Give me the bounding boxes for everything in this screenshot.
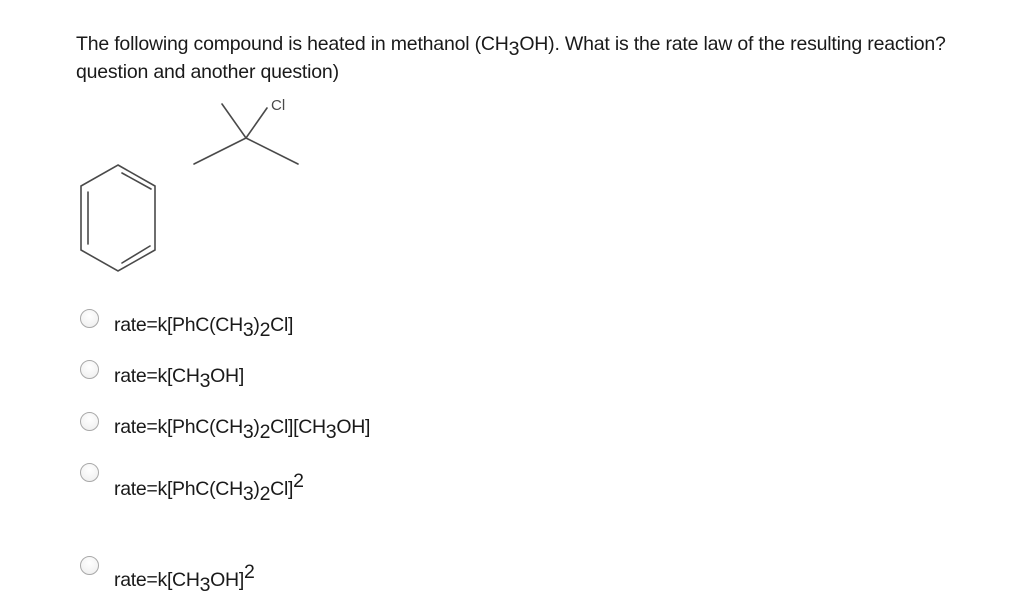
- compound-structure: [76, 88, 316, 288]
- subscript: 3: [508, 38, 520, 60]
- option-label-4: rate=k[PhC(CH3)2Cl]2: [114, 470, 304, 505]
- radio-button-1[interactable]: [80, 309, 99, 328]
- question-line-2: question and another question): [76, 61, 339, 83]
- option-label-1: rate=k[PhC(CH3)2Cl]: [114, 314, 294, 341]
- question-text: [76, 30, 1021, 86]
- bond-methyl-right: [246, 138, 298, 164]
- option-label-5: rate=k[CH3OH]2: [114, 561, 255, 596]
- bond-to-chlorine: [246, 108, 267, 138]
- question-line-1: [76, 30, 1021, 58]
- option-label-3: rate=k[PhC(CH3)2Cl][CH3OH]: [114, 416, 371, 443]
- radio-button-4[interactable]: [80, 463, 99, 482]
- question-line-1-text: The following compound is heated in methanol (CH: [76, 33, 509, 55]
- radio-button-3[interactable]: [80, 412, 99, 431]
- bond-methyl-up: [222, 104, 246, 138]
- bond-ring-to-quaternary: [194, 138, 246, 164]
- question-line-1-text-end: OH). What is the rate law of the resulting reaction?: [519, 33, 946, 55]
- benzene-ring: [81, 165, 155, 271]
- chlorine-label: Cl: [271, 97, 286, 114]
- radio-button-2[interactable]: [80, 360, 99, 379]
- option-label-2: rate=k[CH3OH]: [114, 365, 244, 392]
- radio-button-5[interactable]: [80, 556, 99, 575]
